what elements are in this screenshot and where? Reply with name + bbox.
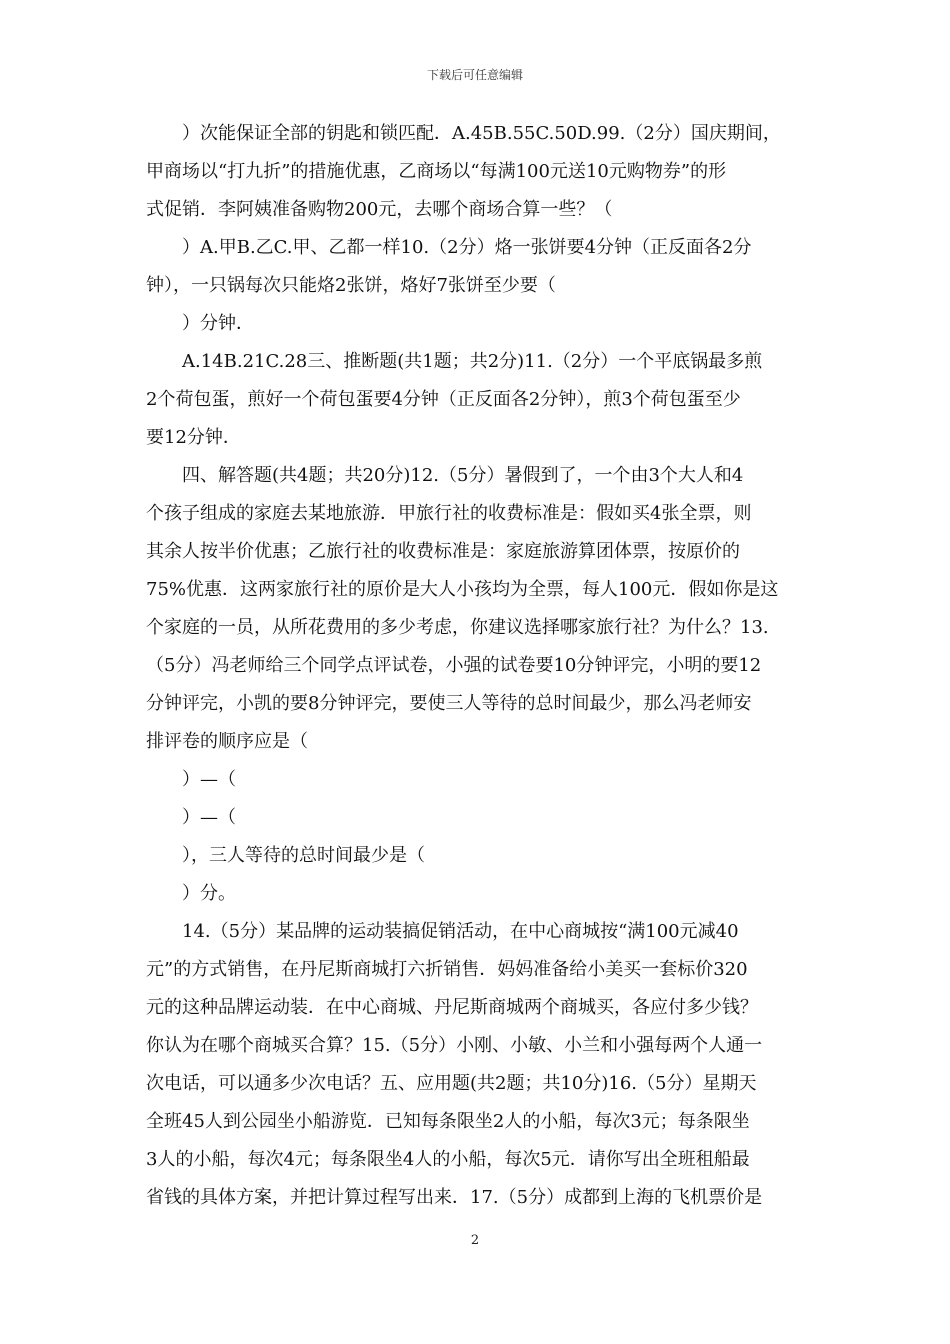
text-line: 75%优惠．这两家旅行社的原价是大人小孩均为全票，每人100元．假如你是这 [146, 579, 779, 600]
text-line: 2个荷包蛋，煎好一个荷包蛋要4分钟（正反面各2分钟），煎3个荷包蛋至少 [146, 389, 741, 410]
text-line: 元的这种品牌运动装．在中心商城、丹尼斯商城两个商城买，各应付多少钱？ [146, 997, 758, 1018]
text-line: 个孩子组成的家庭去某地旅游．甲旅行社的收费标准是：假如买4张全票，则 [146, 503, 752, 524]
text-line: 要12分钟． [146, 427, 241, 448]
text-line: ）分。 [146, 883, 236, 904]
text-line: 省钱的具体方案，并把计算过程写出来．17.（5分）成都到上海的飞机票价是 [146, 1187, 763, 1208]
text-line: 全班45人到公园坐小船游览．已知每条限坐2人的小船，每次3元；每条限坐 [146, 1111, 750, 1132]
text-line: 钟），一只锅每次只能烙2张饼，烙好7张饼至少要（ [146, 275, 556, 296]
text-line: 式促销．李阿姨准备购物200元，去哪个商场合算一些？（ [146, 199, 613, 220]
text-line: 3人的小船，每次4元；每条限坐4人的小船，每次5元．请你写出全班租船最 [146, 1149, 750, 1170]
text-line: 分钟评完，小凯的要8分钟评完，要使三人等待的总时间最少，那么冯老师安 [146, 693, 752, 714]
text-line: ）—（ [146, 769, 236, 790]
document-body [146, 125, 810, 1227]
text-line: ）次能保证全部的钥匙和锁匹配．A.45B.55C.50D.99.（2分）国庆期间， [146, 123, 781, 144]
text-line: 个家庭的一员，从所花费用的多少考虑，你建议选择哪家旅行社？为什么？13. [146, 617, 769, 638]
text-line: 甲商场以“打九折”的措施优惠，乙商场以“每满100元送10元购物券”的形 [146, 161, 727, 182]
page-number: 2 [470, 1233, 480, 1248]
text-line: ）分钟． [146, 313, 254, 334]
text-line: 你认为在哪个商城买合算？15.（5分）小刚、小敏、小兰和小强每两个人通一 [146, 1035, 763, 1056]
text-line: 14.（5分）某品牌的运动装搞促销活动，在中心商城按“满100元减40 [146, 921, 739, 942]
text-line: 排评卷的顺序应是（ [146, 731, 308, 752]
text-line: ），三人等待的总时间最少是（ [146, 845, 425, 866]
page-header: 下载后可任意编辑 [426, 68, 523, 82]
text-line: 元”的方式销售，在丹尼斯商城打六折销售．妈妈准备给小美买一套标价320 [146, 959, 748, 980]
text-line: A.14B.21C.28三、推断题(共1题；共2分)11.（2分）一个平底锅最多煎 [146, 351, 763, 372]
text-line: （5分）冯老师给三个同学点评试卷，小强的试卷要10分钟评完，小明的要12 [146, 655, 762, 676]
text-line: 四、解答题(共4题；共20分)12.（5分）暑假到了，一个由3个大人和4 [146, 465, 744, 486]
text-line: ）A.甲B.乙C.甲、乙都一样10.（2分）烙一张饼要4分钟（正反面各2分 [146, 237, 752, 258]
text-line: ）—（ [146, 807, 236, 828]
text-line: 其余人按半价优惠；乙旅行社的收费标准是：家庭旅游算团体票，按原价的 [146, 541, 740, 562]
text-line: 次电话，可以通多少次电话？五、应用题(共2题；共10分)16.（5分）星期天 [146, 1073, 757, 1094]
